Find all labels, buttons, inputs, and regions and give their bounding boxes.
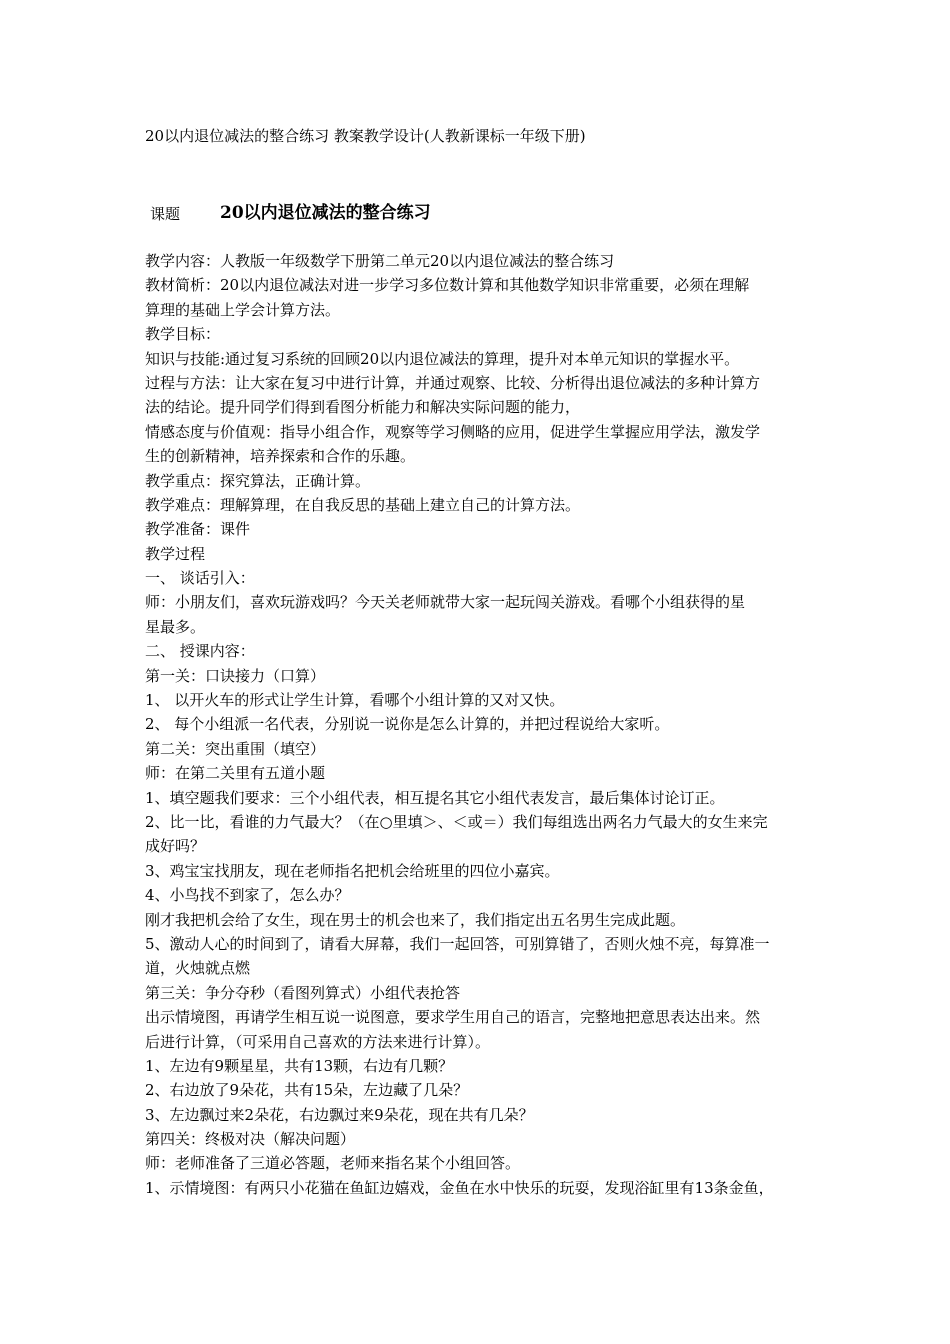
body-line: 第三关：争分夺秒（看图列算式）小组代表抢答 — [145, 983, 461, 1002]
document-title: 20以内退位减法的整合练习 教案教学设计(人教新课标一年级下册) — [145, 127, 586, 145]
body-line: 1、示情境图：有两只小花猫在鱼缸边嬉戏，金鱼在水中快乐的玩耍，发现浴缸里有13条金鱼， — [145, 1178, 774, 1197]
body-line: 算理的基础上学会计算方法。 — [145, 300, 341, 319]
body-line: 师：在第二关里有五道小题 — [145, 764, 326, 783]
body-line: 教学过程 — [145, 544, 206, 563]
body-line: 第一关：口诀接力（口算） — [145, 666, 326, 685]
body-line: 3、鸡宝宝找朋友，现在老师指名把机会给班里的四位小嘉宾。 — [145, 861, 560, 880]
body-line: 5、激动人心的时间到了，请看大屏幕，我们一起回答，可别算错了，否则火烛不亮，每算准一 — [145, 934, 770, 953]
body-line: 生的创新精神，培养探索和合作的乐趣。 — [145, 447, 416, 466]
body-line: 出示情境图，再请学生相互说一说图意，要求学生用自己的语言，完整地把意思表达出来。然 — [145, 1008, 761, 1027]
body-line: 后进行计算，（可采用自己喜欢的方法来进行计算）。 — [145, 1032, 491, 1051]
body-line: 星最多。 — [145, 617, 206, 636]
body-line: 法的结论。提升同学们得到看图分析能力和解决实际问题的能力， — [145, 398, 581, 417]
body-line: 知识与技能:通过复习系统的回顾20以内退位减法的算理，提升对本单元知识的掌握水平。 — [145, 349, 740, 368]
lesson-name: 20以内退位减法的整合练习 — [220, 203, 431, 223]
body-line: 教学难点：理解算理，在自我反思的基础上建立自己的计算方法。 — [145, 495, 581, 514]
body-line: 教学目标： — [145, 325, 221, 344]
body-line: 教学内容：人教版一年级数学下册第二单元20以内退位减法的整合练习 — [145, 252, 615, 270]
body-line: 1、填空题我们要求：三个小组代表，相互提名其它小组代表发言，最后集体讨论订正。 — [145, 788, 725, 807]
body-line: 刚才我把机会给了女生，现在男士的机会也来了，我们指定出五名男生完成此题。 — [145, 910, 686, 929]
body-line: 2、 每个小组派一名代表，分别说一说你是怎么计算的，并把过程说给大家听。 — [145, 715, 670, 734]
body-line: 过程与方法：让大家在复习中进行计算，并通过观察、比较、分析得出退位减法的多种计算方 — [145, 373, 761, 392]
body-line: 一、 谈话引入： — [145, 569, 255, 588]
body-line: 道，火烛就点燃 — [145, 959, 251, 978]
lesson-label: 课题 — [150, 205, 181, 223]
body-line: 第四关：终极对决（解决问题） — [145, 1130, 356, 1149]
body-line: 3、左边飘过来2朵花，右边飘过来9朵花，现在共有几朵？ — [145, 1105, 534, 1124]
document-body — [145, 249, 809, 1200]
body-line: 师：小朋友们，喜欢玩游戏吗？今天关老师就带大家一起玩闯关游戏。看哪个小组获得的星 — [145, 593, 746, 612]
body-line: 情感态度与价值观：指导小组合作，观察等学习侧略的应用，促进学生掌握应用学法，激发学 — [145, 422, 761, 441]
body-line: 1、 以开火车的形式让学生计算，看哪个小组计算的又对又快。 — [145, 691, 565, 710]
body-line: 2、比一比，看谁的力气最大？（在○里填＞、＜或＝）我们每组选出两名力气最大的女生来完 — [145, 812, 768, 831]
body-line: 教学重点：探究算法，正确计算。 — [145, 471, 371, 490]
body-line: 成好吗？ — [145, 837, 206, 856]
body-line: 第二关：突出重围（填空） — [145, 739, 326, 758]
body-line: 二、 授课内容： — [145, 642, 255, 661]
body-line: 4、小鸟找不到家了，怎么办？ — [145, 886, 350, 905]
body-line: 师：老师准备了三道必答题，老师来指名某个小组回答。 — [145, 1154, 521, 1173]
body-line: 教学准备：课件 — [145, 520, 251, 539]
body-line: 教材简析：20以内退位减法对进一步学习多位数计算和其他数学知识非常重要，必须在理解 — [145, 276, 750, 295]
body-line: 1、左边有9颗星星，共有13颗，右边有几颗？ — [145, 1056, 454, 1075]
lesson-heading — [148, 201, 848, 227]
body-line: 2、右边放了9朵花，共有15朵，左边藏了几朵？ — [145, 1081, 469, 1100]
